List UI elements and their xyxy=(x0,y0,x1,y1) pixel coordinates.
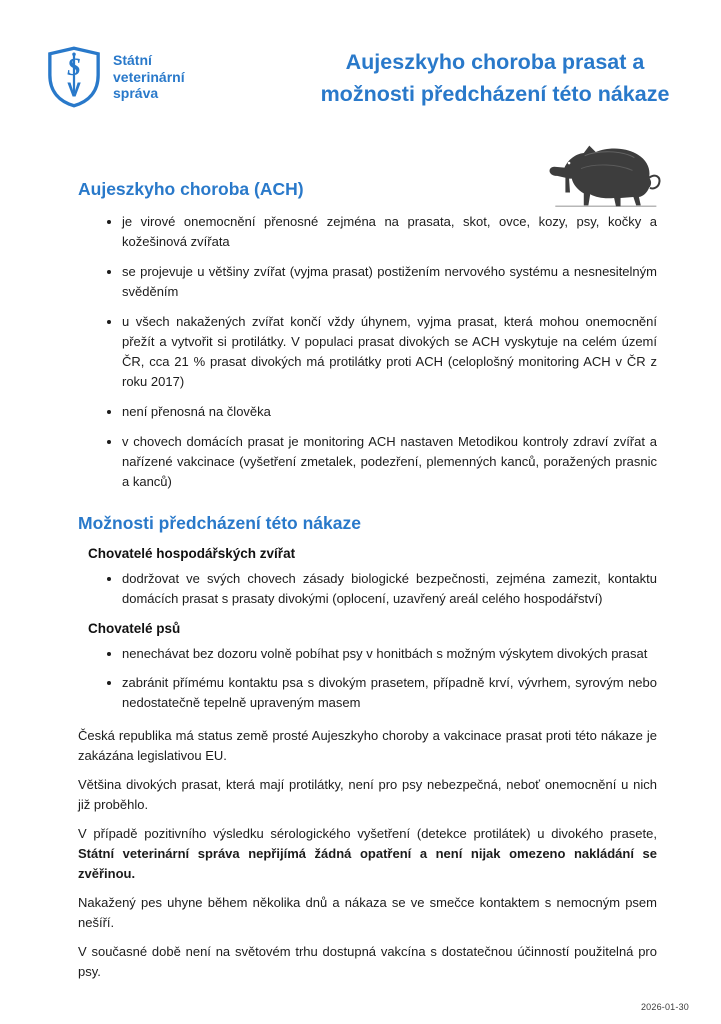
footer-date: 2026-01-30 xyxy=(640,1002,689,1012)
paragraph-positive-result xyxy=(78,824,657,884)
logo-wordmark-line1: Státní xyxy=(113,52,152,68)
ach-bullet-5: • v chovech domácích prasat je monitoring ACH nastaven Metodikou kontroly zdraví zvířat a nařízené vakcinace (vyšetření zmetalek, podezření, plemenných kanců, poražených prasnic a kanců) xyxy=(122,432,657,492)
document-title-line1: Aujeszkyho choroba prasat a xyxy=(345,50,645,74)
section-heading-ach: Aujeszkyho choroba (ACH) xyxy=(78,179,304,199)
logo-wordmark xyxy=(113,45,185,102)
dog-keepers-bullet-list xyxy=(78,644,657,713)
svs-shield-icon xyxy=(48,45,100,109)
logo-wordmark-line3: správa xyxy=(113,85,159,101)
paragraph-antibodies: Většina divokých prasat, která mají protilátky, není pro psy nebezpečná, neboť onemocnění u nich již proběhlo. xyxy=(78,777,657,812)
logo-letter-s: S xyxy=(67,54,81,82)
dog-keepers-bullet-2: • zabránit přímému kontaktu psa s divokým prasetem, případně krví, vývrhem, syrovým nebo nedostatečně tepelně upraveným masem xyxy=(122,673,657,713)
logo-letter-v: V xyxy=(67,79,81,102)
document-title xyxy=(285,46,705,110)
ach-bullet-3: • u všech nakažených zvířat končí vždy úhynem, vyjma prasat, která mohou onemocnění přežít a vytvořit si protilátky. V populaci prasat divokých se ACH vyskytuje na celém území ČR, cca 21 % prasat divokých má protilátky proti ACH (celoplošný monitoring ACH v ČR z roku 2017) xyxy=(122,312,657,392)
subsection-heading-farm-animal-keepers: Chovatelé hospodářských zvířat xyxy=(88,546,296,561)
section-heading-prevention: Možnosti předcházení této nákaze xyxy=(78,513,361,533)
paragraph-infected-dog: Nakažený pes uhyne během několika dnů a nákaza se ve smečce kontaktem s nemocným psem nešíří. xyxy=(78,895,657,930)
paragraph-no-vaccine: V současné době není na světovém trhu dostupná vakcína s dostatečnou účinností použitelná pro psy. xyxy=(78,944,657,979)
ach-bullet-4: • není přenosná na člověka xyxy=(122,402,657,422)
document-body xyxy=(0,178,721,991)
farm-keepers-bullet-1: • dodržovat ve svých chovech zásady biologické bezpečnosti, zejména zamezit, kontaktu domácích prasat s prasaty divokými (oplocení, uzavřený areál celého hospodářství) xyxy=(122,569,657,609)
paragraph-positive-result-bold: Státní veterinární správa nepřijímá žádná opatření a není nijak omezeno nakládání se zvěřinou. xyxy=(78,846,657,881)
dog-keepers-bullet-1: • nenechávat bez dozoru volně pobíhat psy v honitbách s možným výskytem divokých prasat xyxy=(122,644,657,664)
closing-paragraphs xyxy=(78,726,657,982)
ach-bullet-2: • se projevuje u většiny zvířat (vyjma prasat) postižením nervového systému a nesnesitelným svěděním xyxy=(122,262,657,302)
ach-bullet-1: • je virové onemocnění přenosné zejména na prasata, skot, ovce, kozy, psy, kočky a kožešinová zvířata xyxy=(122,212,657,252)
ach-bullet-list xyxy=(78,212,657,492)
subsection-heading-dog-keepers: Chovatelé psů xyxy=(88,621,181,636)
paragraph-eu-status: Česká republika má status země prosté Aujeszkyho choroby a vakcinace prasat proti této nákaze je zakázána legislativou EU. xyxy=(78,728,657,763)
paragraph-positive-result-normal: V případě pozitivního výsledku sérologického vyšetření (detekce protilátek) u divokého prasete, xyxy=(78,826,657,841)
document-title-line2: možnosti předcházení této nákaze xyxy=(320,82,670,106)
svs-logo xyxy=(48,45,185,109)
logo-wordmark-line2: veterinární xyxy=(113,68,185,85)
farm-keepers-bullet-list xyxy=(78,569,657,609)
page-header xyxy=(0,0,721,140)
